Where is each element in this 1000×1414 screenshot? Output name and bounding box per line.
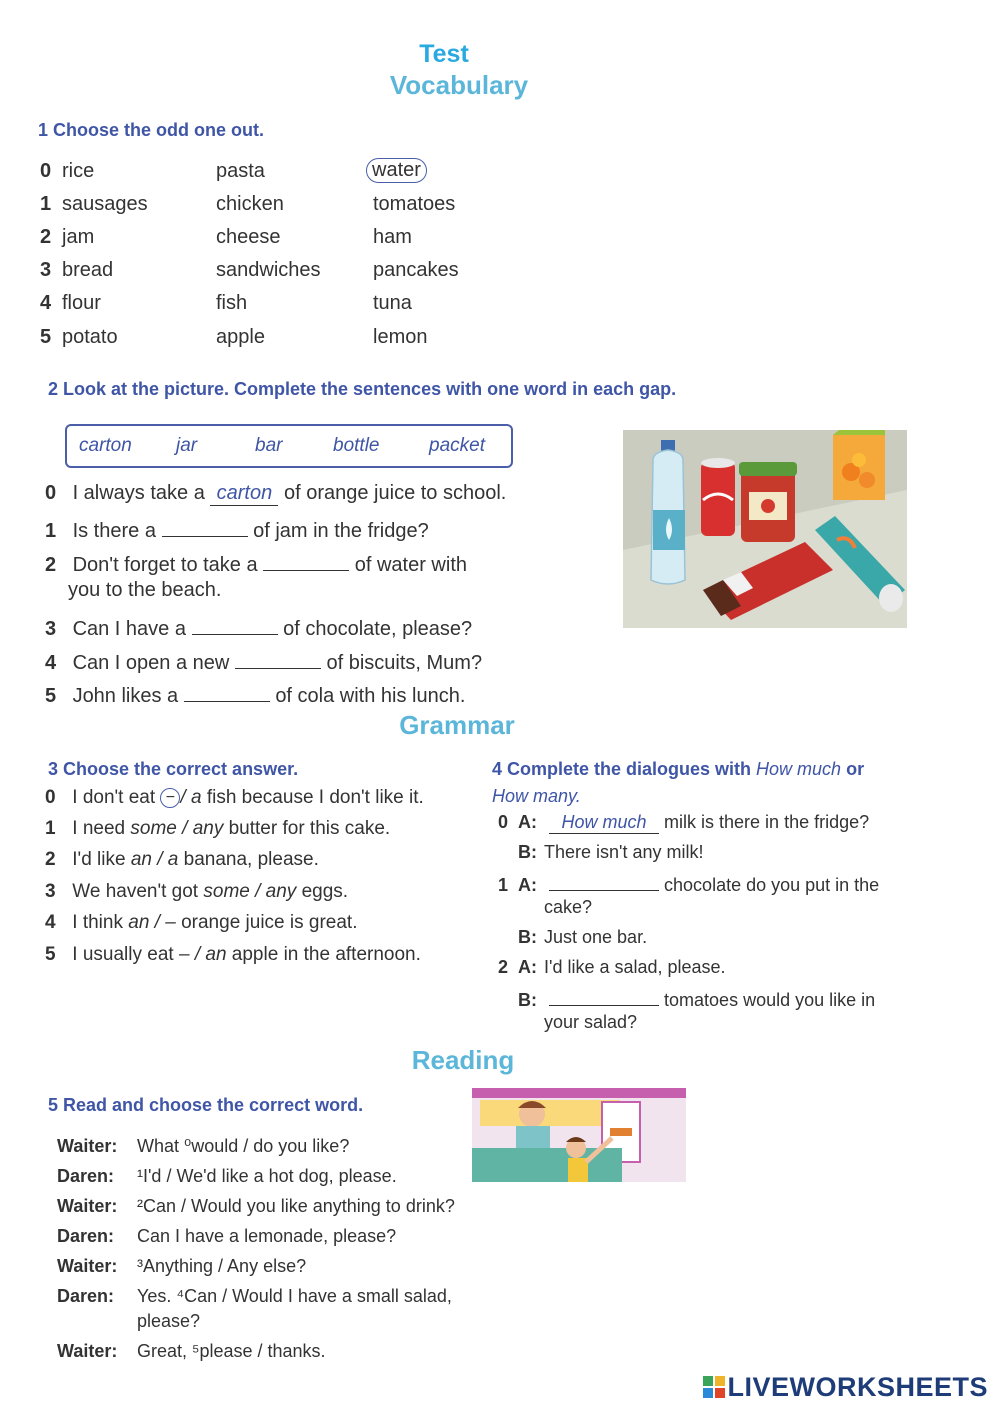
- ex1-row: 0 rice pasta water: [40, 160, 500, 186]
- word-box: [65, 424, 513, 468]
- reading-line[interactable]: Waiter: ²Can / Would you like anything to drink?: [57, 1196, 455, 1216]
- word-option: bottle: [333, 435, 380, 456]
- ex2-gap-3[interactable]: [192, 614, 278, 635]
- word-option: bar: [255, 435, 283, 456]
- cola-can-image: [701, 458, 735, 536]
- ex2-sentence-2: 2 Don't forget to take a of water with: [45, 550, 467, 577]
- ex1-row[interactable]: 1 sausages chicken tomatoes: [40, 193, 456, 215]
- ex3-item-1[interactable]: 1 I need some / any butter for this cake.: [45, 818, 391, 839]
- ex1-instruction: 1 Choose the odd one out.: [38, 120, 264, 140]
- section-title-vocabulary: Vocabulary: [389, 70, 529, 100]
- ex4-dialogue-1-a: 1 A: chocolate do you put in the: [498, 872, 879, 896]
- ex1-row[interactable]: 3 bread sandwiches pancakes: [40, 259, 459, 281]
- ex1-row[interactable]: 5 potato apple lemon: [40, 326, 428, 348]
- ex4-dialogue-0-b: B: There isn't any milk!: [518, 842, 704, 862]
- section-title-grammar: Grammar: [399, 710, 515, 740]
- ex4-dialogue-0-a: 0 A: How much milk is there in the fridge?: [498, 812, 870, 832]
- food-containers-picture: [623, 430, 907, 628]
- section-title-reading: Reading: [411, 1045, 515, 1075]
- ex2-gap-5[interactable]: [184, 681, 270, 702]
- ex2-instruction: 2 Look at the picture. Complete the sentences with one word in each gap.: [48, 379, 677, 399]
- ex4-dialogue-1-b: B: Just one bar.: [518, 927, 648, 947]
- ex2-gap-1[interactable]: [162, 516, 248, 537]
- ex3-item-0: 0 I don't eat − / a fish because I don't like it.: [45, 787, 424, 808]
- ex1-example-answer: water: [366, 158, 427, 183]
- ex3-item-2[interactable]: 2 I'd like an / a banana, please.: [45, 849, 319, 870]
- jam-jar-image: [739, 462, 797, 542]
- circled-answer-icon: −: [160, 788, 180, 808]
- water-bottle-image: [651, 440, 685, 584]
- word-option: packet: [429, 435, 485, 456]
- ex2-sentence-4: 4 Can I open a new of biscuits, Mum?: [45, 648, 482, 675]
- ex2-sentence-2-cont: you to the beach.: [68, 579, 222, 601]
- ex3-item-3[interactable]: 3 We haven't got some / any eggs.: [45, 881, 349, 902]
- hot-dog-stand-picture: [472, 1088, 686, 1182]
- ex4-instruction: 4 Complete the dialogues with How much or: [492, 759, 865, 779]
- ex4-gap-1[interactable]: [549, 872, 659, 891]
- ex4-dialogue-1-a-cont: cake?: [544, 897, 593, 917]
- ex1-row[interactable]: 4 flour fish tuna: [40, 292, 412, 314]
- reading-line[interactable]: Waiter: What ⁰would / do you like?: [57, 1136, 350, 1156]
- ex3-item-5[interactable]: 5 I usually eat – / an apple in the afternoon.: [45, 944, 421, 965]
- ex5-instruction: 5 Read and choose the correct word.: [48, 1095, 364, 1115]
- ex2-sentence-0: 0 I always take a carton of orange juice to school.: [45, 482, 507, 504]
- reading-line[interactable]: Daren: ¹I'd / We'd like a hot dog, please.: [57, 1166, 397, 1186]
- word-option: carton: [79, 435, 132, 456]
- page-title: Test: [419, 40, 469, 68]
- ex4-dialogue-2-b-cont: your salad?: [544, 1012, 638, 1032]
- reading-line[interactable]: Waiter: Great, ⁵please / thanks.: [57, 1341, 326, 1361]
- ex1-row[interactable]: 2 jam cheese ham: [40, 226, 412, 248]
- ex2-sentence-1: 1 Is there a of jam in the fridge?: [45, 516, 429, 543]
- ex2-gap-4[interactable]: [235, 648, 321, 669]
- ex3-item-4[interactable]: 4 I think an / – orange juice is great.: [45, 912, 358, 933]
- ex4-dialogue-2-a: 2 A: I'd like a salad, please.: [498, 957, 726, 977]
- ex3-instruction: 3 Choose the correct answer.: [48, 759, 299, 779]
- reading-line[interactable]: Daren: Yes. ⁴Can / Would I have a small salad,: [57, 1286, 452, 1306]
- ex2-sentence-3: 3 Can I have a of chocolate, please?: [45, 614, 472, 641]
- juice-carton-image: [833, 430, 885, 500]
- ex2-example-answer: carton: [210, 482, 278, 506]
- ex4-example-answer: How much: [549, 812, 659, 834]
- liveworksheets-logo: LIVEWORKSHEETS: [703, 1372, 988, 1403]
- reading-line[interactable]: Waiter: ³Anything / Any else?: [57, 1256, 307, 1276]
- ex4-instruction-cont: How many.: [492, 786, 581, 806]
- reading-line: please?: [137, 1311, 201, 1331]
- reading-line: Daren: Can I have a lemonade, please?: [57, 1226, 397, 1246]
- ex4-gap-2[interactable]: [549, 987, 659, 1006]
- ex2-sentence-5: 5 John likes a of cola with his lunch.: [45, 681, 465, 708]
- ex4-dialogue-2-b: B: tomatoes would you like in: [518, 987, 875, 1011]
- ex2-gap-2[interactable]: [263, 550, 349, 571]
- word-option: jar: [176, 435, 198, 456]
- liveworksheets-icon: [703, 1374, 725, 1396]
